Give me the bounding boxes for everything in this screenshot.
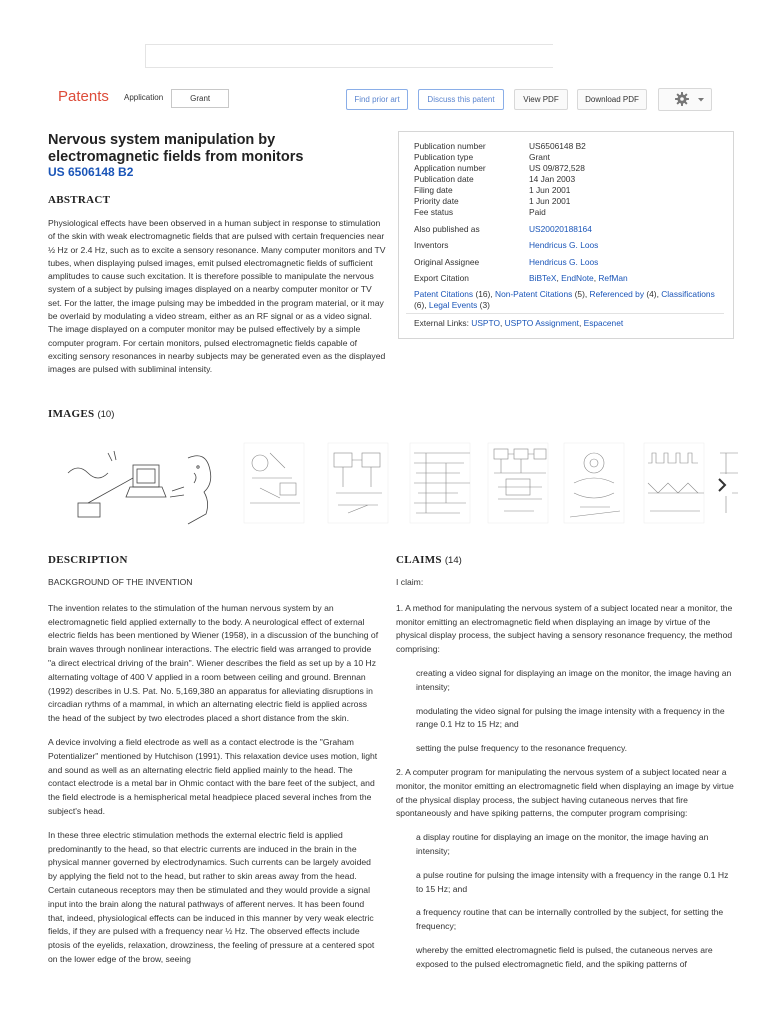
meta-value-appnum: US 09/872,528 xyxy=(529,163,585,173)
description-subheading: BACKGROUND OF THE INVENTION xyxy=(48,577,193,587)
meta-label-prioritydate: Priority date xyxy=(414,196,459,206)
nonpatent-citations-count: (5) xyxy=(574,289,585,299)
assignee-link[interactable]: Hendricus G. Loos xyxy=(529,257,599,267)
download-pdf-button[interactable]: Download PDF xyxy=(577,89,647,110)
drawing-figure-4 xyxy=(406,433,478,533)
patent-drawing-thumbnail[interactable] xyxy=(240,433,312,533)
claims-intro: I claim: xyxy=(396,577,424,587)
claim-element: creating a video signal for displaying an image on the monitor, the image having an intensity; xyxy=(416,667,732,692)
view-pdf-button[interactable]: View PDF xyxy=(514,89,568,110)
claims-title: CLAIMS xyxy=(396,554,442,566)
tab-grant[interactable]: Grant xyxy=(171,89,229,108)
claim-element: modulating the video signal for pulsing the image intensity with a frequency in the range 0.1 Hz to 15 Hz; and xyxy=(416,705,725,730)
chevron-down-icon xyxy=(697,97,705,103)
also-published-link[interactable]: US20020188164 xyxy=(529,224,592,234)
meta-value-pubnum: US6506148 B2 xyxy=(529,141,586,151)
meta-label-pubnum: Publication number xyxy=(414,141,486,151)
claim-element: a display routine for displaying an image on the monitor, the image having an intensity; xyxy=(416,832,709,856)
patents-logo[interactable]: Patents xyxy=(58,88,109,105)
gear-icon xyxy=(674,91,690,107)
drawing-figure-7 xyxy=(640,433,712,533)
export-bibtex-link[interactable]: BiBTeX xyxy=(529,273,557,283)
claims-body xyxy=(396,576,734,982)
claims-heading xyxy=(396,554,462,566)
carousel-next-button[interactable] xyxy=(712,474,732,496)
image-carousel xyxy=(48,433,738,535)
claim-element: setting the pulse frequency to the resonance frequency. xyxy=(416,743,627,754)
description-body xyxy=(48,576,380,977)
export-links: BiBTeX, EndNote, RefMan xyxy=(529,273,628,283)
classifications-link[interactable]: Classifications xyxy=(661,289,715,299)
uspto-link[interactable]: USPTO xyxy=(471,318,500,328)
drawing-figure-2 xyxy=(240,433,312,533)
referenced-by-link[interactable]: Referenced by xyxy=(589,289,645,299)
legal-events-count: (3) xyxy=(479,300,490,310)
patent-drawing-thumbnail[interactable] xyxy=(48,433,228,533)
claim-element: a frequency routine that can be internally controlled by the subject, for setting the frequency; xyxy=(416,907,724,932)
meta-divider xyxy=(406,313,724,314)
chevron-right-icon xyxy=(712,474,732,496)
meta-label-assignee: Original Assignee xyxy=(414,257,480,267)
abstract-body: Physiological effects have been observed in a human subject in response to stimulation of the skin with weak electromagnetic fields that are pulsed with certain frequencies near ½ Hz or 2.4 Hz, such as to excite a sensory resonance. Many computer monitors and TV tubes, when displaying pulsed images, emit pulsed electromagnetic fields of sufficient amplitudes to cause such excitation. It is therefore possible to manipulate the nervous system of a subject by pulsing images displayed on a nearby computer monitor or TV set. For the latter, the image pulsing may be imbedded in the program material, or it may be overlaid by modulating a video stream, either as an RF signal or as a video signal. The image displayed on a computer monitor may be pulsed effectively by a simple computer program. For certain monitors, pulsed electromagnetic fields capable of exciting sensory resonances in nearby subjects may be generated even as the displayed images are pulsed with subliminal intensity. xyxy=(48,218,386,375)
external-links: External Links: USPTO, USPTO Assignment, Espacenet xyxy=(414,318,624,328)
legal-events-link[interactable]: Legal Events xyxy=(428,300,478,310)
claim-element: whereby the emitted electromagnetic field is pulsed, the cutaneous nerves are exposed to the pulsed electromagnetic field, and the spiking patterns of xyxy=(416,944,713,969)
claim-element: a pulse routine for pulsing the image intensity with a frequency in the range 0.1 Hz to 15 Hz; and xyxy=(416,869,729,894)
meta-label-inventors: Inventors xyxy=(414,240,449,250)
images-heading xyxy=(48,408,114,420)
settings-menu-button[interactable] xyxy=(658,88,712,111)
inventor-link[interactable]: Hendricus G. Loos xyxy=(529,240,599,250)
meta-label-filingdate: Filing date xyxy=(414,185,453,195)
export-refman-link[interactable]: RefMan xyxy=(598,273,628,283)
export-endnote-link[interactable]: EndNote xyxy=(561,273,594,283)
publication-tabs xyxy=(116,89,229,108)
patent-citations-link[interactable]: Patent Citations xyxy=(414,289,474,299)
meta-label-appnum: Application number xyxy=(414,163,486,173)
claim-item: 2. A computer program for manipulating the nervous system of a subject located near a monitor, the monitor emitting an electromagnetic field when displaying an image by virtue of the physical display process, the subject having cutaneous nerves that fire spontaneously and have spiking patterns, the computer program comprising: xyxy=(396,766,734,819)
abstract-heading: ABSTRACT xyxy=(48,194,111,206)
patent-drawing-thumbnail[interactable] xyxy=(560,433,632,533)
drawing-figure-5 xyxy=(484,433,556,533)
claims-count: (14) xyxy=(444,555,462,566)
search-bar[interactable] xyxy=(145,44,553,68)
discuss-patent-button[interactable]: Discuss this patent xyxy=(418,89,504,110)
patent-drawing-thumbnail[interactable] xyxy=(484,433,556,533)
patent-drawing-thumbnail[interactable] xyxy=(324,433,396,533)
meta-value-pubdate: 14 Jan 2003 xyxy=(529,174,576,184)
drawing-figure-6 xyxy=(560,433,632,533)
meta-value-filingdate: 1 Jun 2001 xyxy=(529,185,571,195)
referenced-by-count: (4) xyxy=(646,289,657,299)
images-title: IMAGES xyxy=(48,408,95,420)
drawing-figure-1 xyxy=(48,433,228,533)
patent-citations-count: (16) xyxy=(475,289,491,299)
description-paragraph: In these three electric stimulation methods the external electric field is applied predominantly to the head, so that electric currents are induced in the brain in the physical manner governed by electrodynamics. Such currents can be largely avoided by applying the field not to the head, but rather to skin areas away from the head. Certain cutaneous receptors may then be stimulated and they would provide a signal input into the brain along the natural pathways of afferent nerves. It has been found that, indeed, physiological effects can be induced in this manner by very weak electric fields, if they are pulsed with a frequency near ½ Hz. The observed effects include ptosis of the eyelids, relaxation, drowziness, the feeling of pressure at a centered spot on the lower edge of the brow, seeing xyxy=(48,829,375,964)
find-prior-art-button[interactable]: Find prior art xyxy=(346,89,408,110)
meta-label-also-published: Also published as xyxy=(414,224,480,234)
uspto-assignment-link[interactable]: USPTO Assignment xyxy=(504,318,579,328)
patent-drawing-thumbnail[interactable] xyxy=(640,433,712,533)
meta-label-feestatus: Fee status xyxy=(414,207,454,217)
external-links-label: External Links: xyxy=(414,318,469,328)
description-paragraph: A device involving a field electrode as well as a contact electrode is the "Graham Potentializer" mentioned by Hutchison (1991). This relaxation device uses motion, light and sound as well as an alternating electric field applied mainly to the head. The contact electrode is a metal bar in Ohmic contact with the bare feet of the subject, and the field electrode is a hemispherical metal headpiece placed several inches from the subject's head. xyxy=(48,736,378,816)
nonpatent-citations-link[interactable]: Non-Patent Citations xyxy=(495,289,573,299)
meta-label-export: Export Citation xyxy=(414,273,469,283)
patent-number: US 6506148 B2 xyxy=(48,165,134,179)
images-count: (10) xyxy=(97,409,115,420)
claim-item: 1. A method for manipulating the nervous system of a subject located near a monitor, the monitor emitting an electromagnetic field when displaying an image by virtue of the physical display process, the subject having a sensory resonance frequency, the method comprising: xyxy=(396,602,733,655)
description-heading: DESCRIPTION xyxy=(48,554,128,566)
tab-application[interactable]: Application xyxy=(124,93,164,102)
espacenet-link[interactable]: Espacenet xyxy=(583,318,624,328)
patent-title: Nervous system manipulation by electromagnetic fields from monitors xyxy=(48,132,304,165)
classifications-count: (6) xyxy=(414,300,425,310)
metadata-panel xyxy=(398,131,734,339)
meta-label-pubtype: Publication type xyxy=(414,152,474,162)
patent-drawing-thumbnail[interactable] xyxy=(406,433,478,533)
citation-links: Patent Citations (16), Non-Patent Citations (5), Referenced by (4), Classifications (6), Legal Events (3) xyxy=(414,289,715,310)
meta-value-pubtype: Grant xyxy=(529,152,550,162)
meta-value-prioritydate: 1 Jun 2001 xyxy=(529,196,571,206)
meta-value-feestatus: Paid xyxy=(529,207,546,217)
meta-label-pubdate: Publication date xyxy=(414,174,474,184)
drawing-figure-3 xyxy=(324,433,396,533)
description-paragraph: The invention relates to the stimulation of the human nervous system by an electromagnetic field applied externally to the body. A neurological effect of external electric fields has been mentioned by Wiener (1958), in a discussion of the bunching of brain waves through nonlinear interactions. The electric field was arranged to provide "a direct electrical driving of the brain". Wiener describes the field as set up by a 10 Hz alternating voltage of 400 V applied in a room between ceiling and ground. Brennan (1992) describes in U.S. Pat. No. 5,169,380 an apparatus for alleviating disruptions in circadian rythms of a mammal, in which an alternating electric field is applied across the head of the subject by two electrodes placed a short distance from the skin. xyxy=(48,602,379,724)
